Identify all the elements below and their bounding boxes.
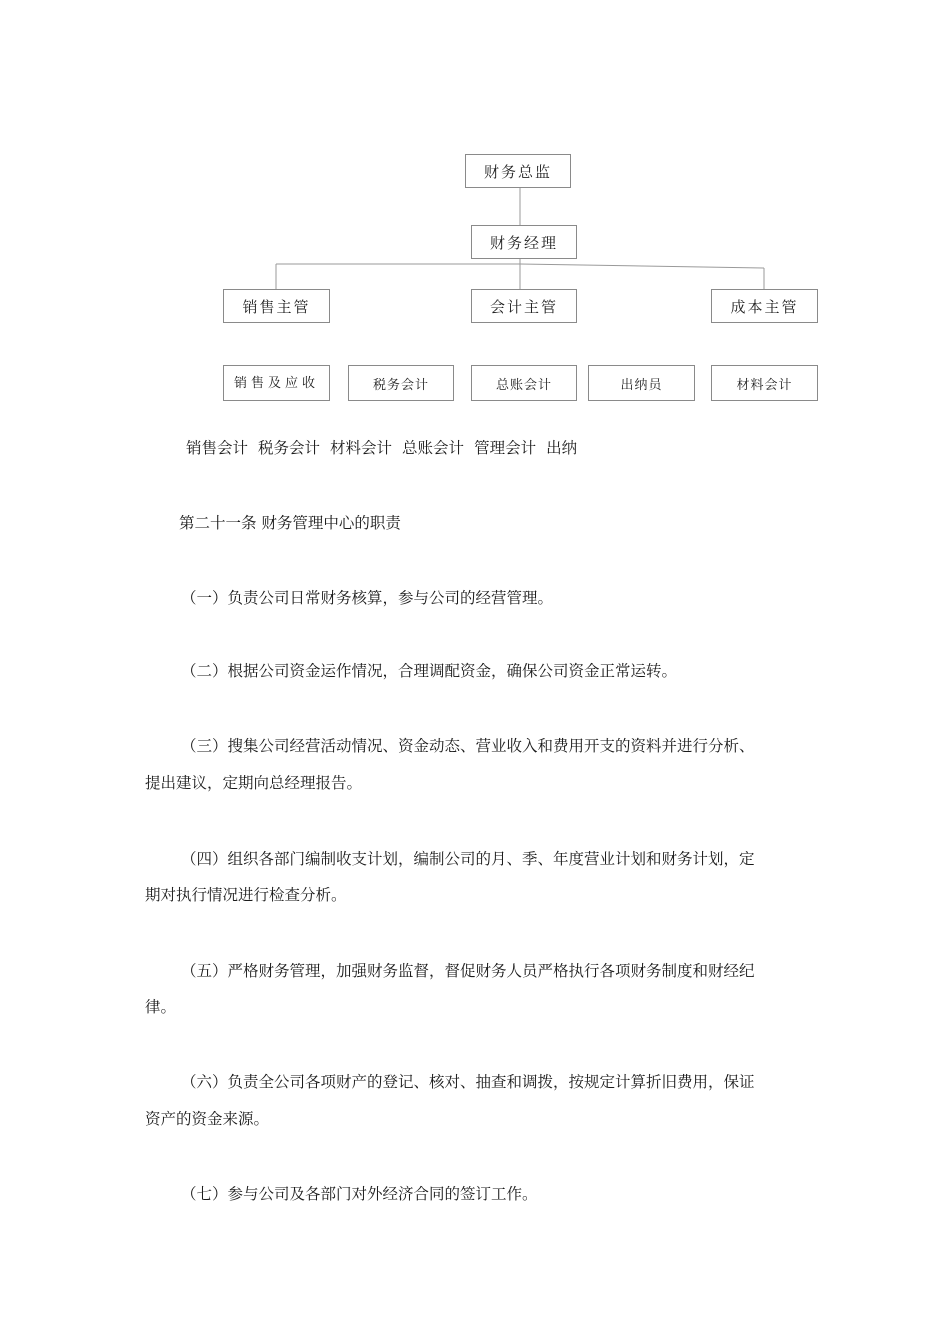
duty-3-line-2: 提出建议，定期向总经理报告。 xyxy=(145,774,363,792)
org-box-staff-tax: 税务会计 xyxy=(348,365,454,401)
role-item: 管理会计 xyxy=(474,439,537,457)
org-box-manager: 财务经理 xyxy=(471,225,577,259)
duty-2: （二）根据公司资金运作情况，合理调配资金，确保公司资金正常运转。 xyxy=(181,662,678,680)
org-box-supervisor-cost: 成本主管 xyxy=(711,289,818,323)
role-item: 出纳 xyxy=(546,439,578,457)
org-chart-connectors xyxy=(0,0,950,420)
org-box-supervisor-accounting: 会计主管 xyxy=(471,289,577,323)
org-box-director: 财务总监 xyxy=(465,154,571,188)
duty-4-line-1: （四）组织各部门编制收支计划，编制公司的月、季、年度营业计划和财务计划，定 xyxy=(181,850,755,868)
duty-5-line-2: 律。 xyxy=(145,998,177,1016)
org-box-staff-general-ledger: 总账会计 xyxy=(471,365,577,401)
duty-1: （一）负责公司日常财务核算，参与公司的经营管理。 xyxy=(181,589,554,607)
duty-6-line-2: 资产的资金来源。 xyxy=(145,1110,270,1128)
article-title: 第二十一条 财务管理中心的职责 xyxy=(179,514,401,532)
duty-5-line-1: （五）严格财务管理，加强财务监督，督促财务人员严格执行各项财务制度和财经纪 xyxy=(181,962,755,980)
roles-list xyxy=(186,438,587,458)
org-box-staff-sales-receivable: 销售及应收 xyxy=(223,365,330,401)
org-box-supervisor-sales: 销售主管 xyxy=(223,289,330,323)
duty-7: （七）参与公司及各部门对外经济合同的签订工作。 xyxy=(181,1185,538,1203)
duty-6-line-1: （六）负责全公司各项财产的登记、核对、抽查和调拨，按规定计算折旧费用，保证 xyxy=(181,1073,755,1091)
role-item: 税务会计 xyxy=(258,439,321,457)
duty-3-line-1: （三）搜集公司经营活动情况、资金动态、营业收入和费用开支的资料并进行分析、 xyxy=(181,737,755,755)
org-box-staff-materials: 材料会计 xyxy=(711,365,818,401)
duty-4-line-2: 期对执行情况进行检查分析。 xyxy=(145,886,347,904)
role-item: 材料会计 xyxy=(330,439,393,457)
org-box-staff-cashier: 出纳员 xyxy=(588,365,695,401)
role-item: 总账会计 xyxy=(402,439,465,457)
role-item: 销售会计 xyxy=(186,439,249,457)
